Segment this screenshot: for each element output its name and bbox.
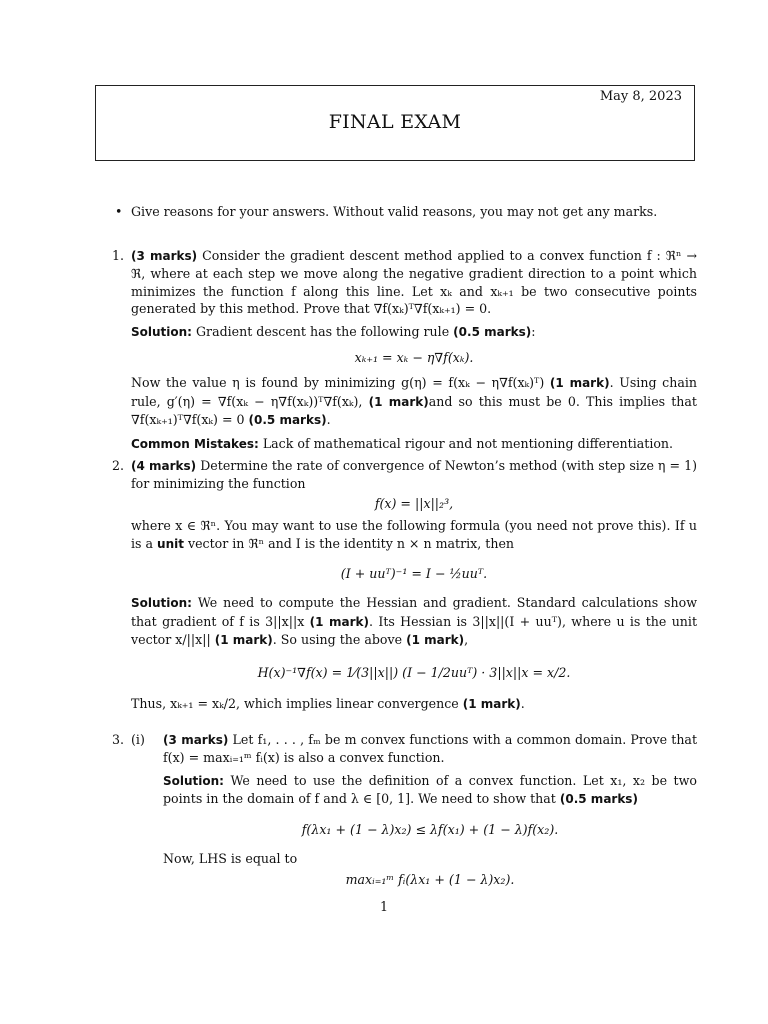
- exam-date: May 8, 2023: [599, 89, 682, 104]
- marks: (1 mark): [406, 633, 465, 648]
- exam-title: FINAL EXAM: [328, 111, 462, 133]
- question-paragraph: [131, 517, 697, 553]
- text: Now, LHS is equal to: [163, 851, 298, 867]
- text: . Using chain rule, g′(η) = ∇f(xₖ − η∇f(xₖ))ᵀ∇f(xₖ),: [131, 375, 697, 409]
- marks: (0.5 marks): [248, 413, 327, 428]
- equation: (I + uuᵀ)⁻¹ = I − ½uuᵀ.: [340, 566, 488, 582]
- marks: (1 mark): [549, 376, 610, 391]
- question-statement: Determine the rate of convergence of Newton’s method (with step size η = 1) for minimizing the function: [131, 458, 697, 492]
- question-number: 2.: [112, 458, 125, 473]
- mistakes-label: Common Mistakes:: [131, 436, 259, 451]
- subquestion-number: (i): [131, 732, 145, 747]
- subquestion-i: [131, 731, 697, 893]
- solution-paragraph: [163, 772, 697, 809]
- solution-label: Solution:: [131, 596, 192, 611]
- instructions-text: Give reasons for your answers. Without valid reasons, you may not get any marks.: [131, 204, 658, 219]
- punctuation: .: [520, 696, 525, 712]
- solution-label: Solution:: [131, 324, 192, 339]
- punctuation: ,: [464, 632, 469, 648]
- equation: f(x) = ||x||₂³,: [374, 495, 454, 511]
- equation: f(λx₁ + (1 − λ)x₂) ≤ λf(x₁) + (1 − λ)f(x₂).: [301, 821, 559, 837]
- solution-paragraph: [131, 374, 697, 429]
- marks: (1 mark): [214, 633, 273, 648]
- marks: (1 mark): [368, 394, 429, 409]
- mistakes-text: Lack of mathematical rigour and not mentioning differentiation.: [262, 435, 674, 451]
- text: Thus, xₖ₊₁ = xₖ/2, which implies linear convergence: [131, 696, 459, 712]
- instructions: [115, 203, 695, 220]
- page-number: 1: [379, 899, 388, 914]
- punctuation: .: [326, 412, 331, 428]
- text: Now the value η is found by minimizing g(η) = f(xₖ − η∇f(xₖ)ᵀ): [131, 375, 545, 391]
- marks: (1 mark): [309, 614, 369, 629]
- punctuation: :: [531, 323, 536, 339]
- marks: (1 mark): [462, 697, 521, 712]
- text: . So using the above: [272, 632, 403, 648]
- marks: (0.5 marks): [559, 792, 638, 807]
- question-text: [163, 731, 697, 767]
- solution-label: Solution:: [163, 773, 224, 788]
- text: and so this must be 0. This implies that ∇f(xₖ₊₁)ᵀ∇f(xₖ) = 0: [131, 393, 697, 428]
- question-text: [131, 247, 697, 318]
- question-text: [131, 457, 697, 493]
- marks: (0.5 marks): [453, 324, 532, 339]
- text: vector in ℜⁿ and I is the identity n × n matrix, then: [187, 535, 515, 551]
- text: . Its Hessian is 3||x||(I + uuᵀ), where u is the unit vector x/||x||: [131, 613, 698, 648]
- equation: maxᵢ₌₁ᵐ fᵢ(λx₁ + (1 − λ)x₂).: [345, 872, 515, 888]
- marks: (4 marks): [131, 459, 197, 473]
- common-mistakes: [131, 435, 697, 453]
- text: We need to use the definition of a convex function. Let x₁, x₂ be two points in the domain of f and λ ∈ [0, 1]. We need to show that: [163, 772, 697, 807]
- emphasis: unit: [157, 536, 184, 551]
- question-2: [112, 457, 697, 713]
- text: where x ∈ ℜⁿ. You may want to use the following formula (you need not prove this). If u is a: [131, 518, 697, 551]
- text: We need to compute the Hessian and gradient. Standard calculations show that gradient of f is 3||x||x: [131, 595, 697, 629]
- bullet-icon: •: [115, 204, 123, 219]
- question-statement: Let f₁, . . . , fₘ be m convex functions with a common domain. Prove that f(x) = maxᵢ₌₁ᵐ fᵢ(x) is also a convex function.: [163, 732, 698, 766]
- marks: (3 marks): [131, 249, 198, 263]
- question-statement: Consider the gradient descent method applied to a convex function f : ℜⁿ → ℜ, where at each step we move along the negative gradient direction to a point which minimizes the function f along this line. Let xₖ and xₖ₊₁ be two consecutive points generated by this method. Prove that ∇f(xₖ)ᵀ∇f(xₖ₊₁) = 0.: [131, 248, 697, 317]
- conclusion: [131, 695, 697, 713]
- question-number: 1.: [112, 248, 125, 263]
- equation: H(x)⁻¹∇f(x) = 1⁄(3||x||) (I − 1/2uuᵀ) · 3||x||x = x/2.: [257, 664, 571, 680]
- marks: (3 marks): [163, 733, 229, 747]
- solution-text: Gradient descent has the following rule: [196, 323, 450, 339]
- equation: xₖ₊₁ = xₖ − η∇f(xₖ).: [354, 350, 474, 366]
- question-number: 3.: [112, 732, 125, 747]
- header-box: [95, 85, 695, 161]
- solution-intro: [131, 323, 697, 341]
- question-1: [112, 247, 697, 453]
- solution-paragraph: [131, 594, 697, 649]
